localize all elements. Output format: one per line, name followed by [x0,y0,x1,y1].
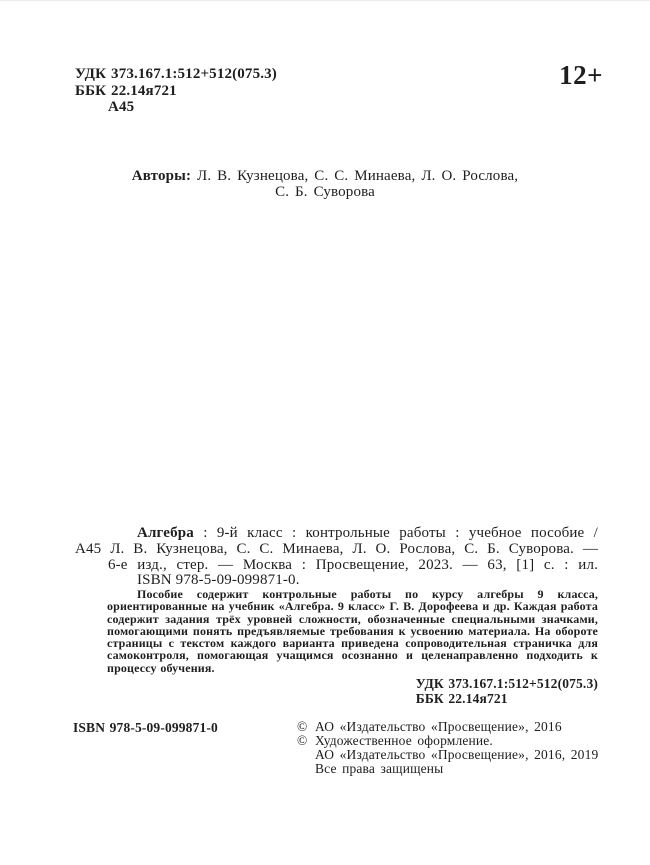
authors-names: Л. В. Кузнецова, С. С. Минаева, Л. О. Рослова, [191,168,519,184]
bib-title-rest: : 9-й класс : контрольные работы : учебное пособие / [193,525,598,541]
bib-author-mark: А45 [75,540,102,557]
copyright-text: Художественное оформление. [315,733,493,748]
udk-code-bottom: УДК 373.167.1:512+512(075.3) [415,676,598,691]
copyright-text: АО «Издательство «Просвещение», 2016 [315,719,562,734]
udk-bbk-block [75,66,277,116]
age-rating-badge: 12+ [559,60,603,90]
copyright-symbol [297,748,315,762]
udk-code: УДК 373.167.1:512+512(075.3) [75,66,277,82]
authors-label: Авторы: [131,168,192,184]
bibliographic-record [75,526,598,589]
copyright-symbol [297,762,315,776]
bib-title: Алгебра [137,525,194,541]
udk-bbk-bottom-block [416,676,598,706]
copyright-row [297,720,598,734]
copyright-symbol: © [297,719,308,734]
authors-line-1 [0,169,650,185]
copyright-text: АО «Издательство «Просвещение», 2016, 2019 [315,747,599,762]
rights-reserved-text: Все права защищены [315,761,444,776]
bib-line-authors [75,542,598,558]
copyright-block [297,720,598,776]
copyright-row [297,734,598,748]
bbk-code-bottom: ББК 22.14я721 [415,691,508,707]
bib-line-title [75,526,598,542]
isbn-number: ISBN 978-5-09-099871-0 [73,720,218,735]
bbk-code: ББК 22.14я721 [75,82,177,99]
copyright-row [297,748,598,762]
bib-line-isbn: ISBN 978-5-09-099871-0. [137,572,300,589]
copyright-row [297,762,598,776]
authors-line-2: С. Б. Суворова [275,183,375,200]
bib-line-edition: 6-е изд., стер. — Москва : Просвещение, 2023. — 63, [1] с. : ил. [108,556,598,573]
authors-block [0,169,650,200]
copyright-symbol: © [297,733,308,748]
bib-authors: Л. В. Кузнецова, С. С. Минаева, Л. О. Рослова, С. Б. Суворова. — [101,540,598,557]
author-mark: А45 [108,99,135,115]
annotation-paragraph: Пособие содержит контрольные работы по курсу алгебры 9 класса, ориентированные на учебник «Алгебра. 9 класс» Г. В. Дорофеева и др. Каждая работа содержит задания трёх уровней сложности, обозначенные специальными значками, помогающими понять предъявляемые требования к усвоению материала. На обороте страницы с текстом каждого варианта приведена сопроводительная страничка для самоконтроля, помогающая учащимся осознанно и целенаправленно подходить к процессу обучения. [107,587,598,675]
